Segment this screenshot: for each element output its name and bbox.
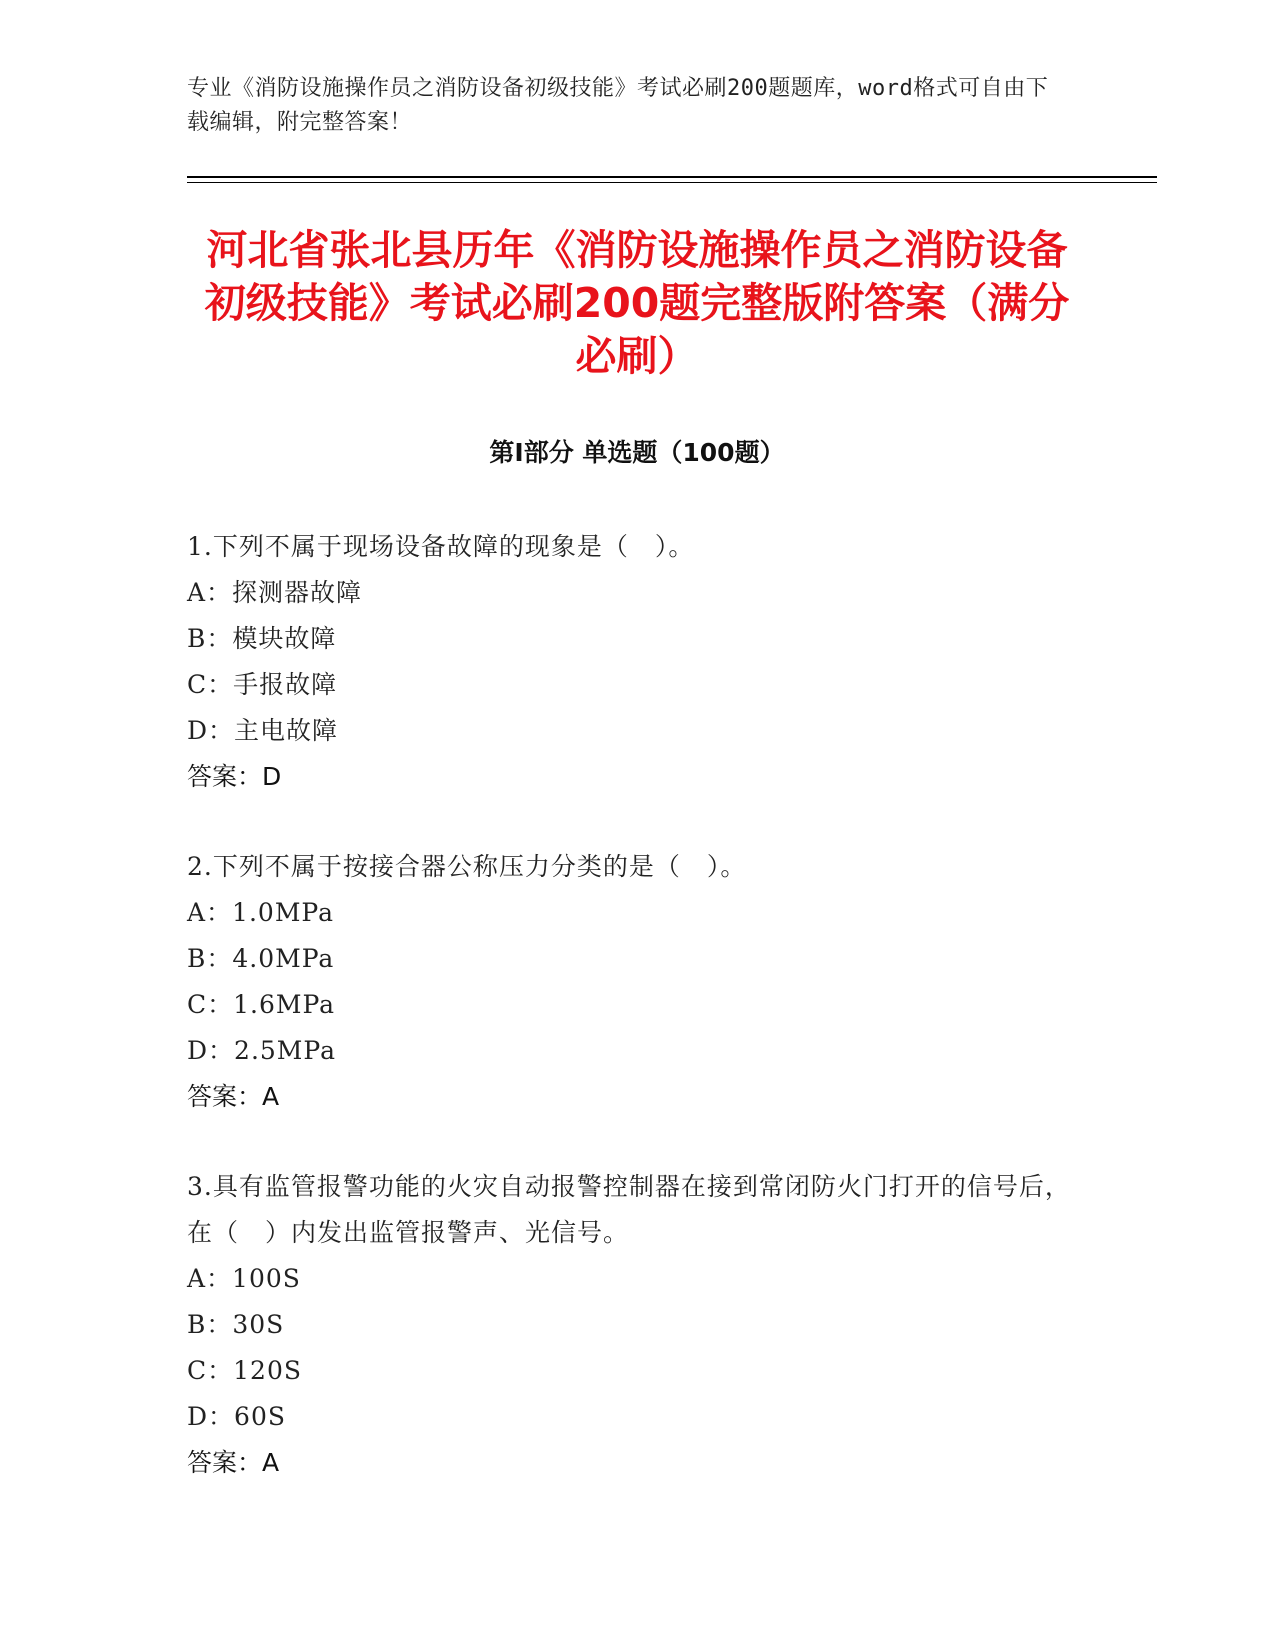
option-b: B：4.0MPa bbox=[187, 944, 335, 973]
answer: 答案：A bbox=[187, 1448, 280, 1477]
answer: 答案：D bbox=[187, 762, 282, 791]
header-rule-thick bbox=[187, 176, 1157, 178]
answer: 答案：A bbox=[187, 1082, 280, 1111]
option-b: B：30S bbox=[187, 1310, 285, 1339]
question-2 bbox=[187, 844, 1077, 1120]
question-1 bbox=[187, 524, 1077, 800]
question-stem: 3.具有监管报警功能的火灾自动报警控制器在接到常闭防火门打开的信号后，在（ ）内发出监管报警声、光信号。 bbox=[187, 1172, 1071, 1247]
option-c: C：1.6MPa bbox=[187, 990, 336, 1019]
option-c: C：手报故障 bbox=[187, 670, 338, 699]
option-a: A：探测器故障 bbox=[187, 578, 363, 607]
option-a: A：100S bbox=[187, 1264, 301, 1293]
option-a: A：1.0MPa bbox=[187, 898, 335, 927]
header-note: 专业《消防设施操作员之消防设备初级技能》考试必刷200题题库，word格式可自由下载编辑，附完整答案！ bbox=[187, 76, 1049, 135]
header-rule-thin bbox=[187, 182, 1157, 183]
question-stem: 1.下列不属于现场设备故障的现象是（ ）。 bbox=[187, 532, 695, 561]
question-3 bbox=[187, 1164, 1077, 1486]
option-d: D：主电故障 bbox=[187, 716, 339, 745]
document-title: 河北省张北县历年《消防设施操作员之消防设备初级技能》考试必刷200题完整版附答案（满分必刷） bbox=[204, 226, 1070, 380]
section-heading: 第I部分 单选题（100题） bbox=[489, 438, 785, 467]
option-b: B：模块故障 bbox=[187, 624, 337, 653]
option-d: D：2.5MPa bbox=[187, 1036, 337, 1065]
option-c: C：120S bbox=[187, 1356, 302, 1385]
option-d: D：60S bbox=[187, 1402, 286, 1431]
question-stem: 2.下列不属于按接合器公称压力分类的是（ ）。 bbox=[187, 852, 747, 881]
